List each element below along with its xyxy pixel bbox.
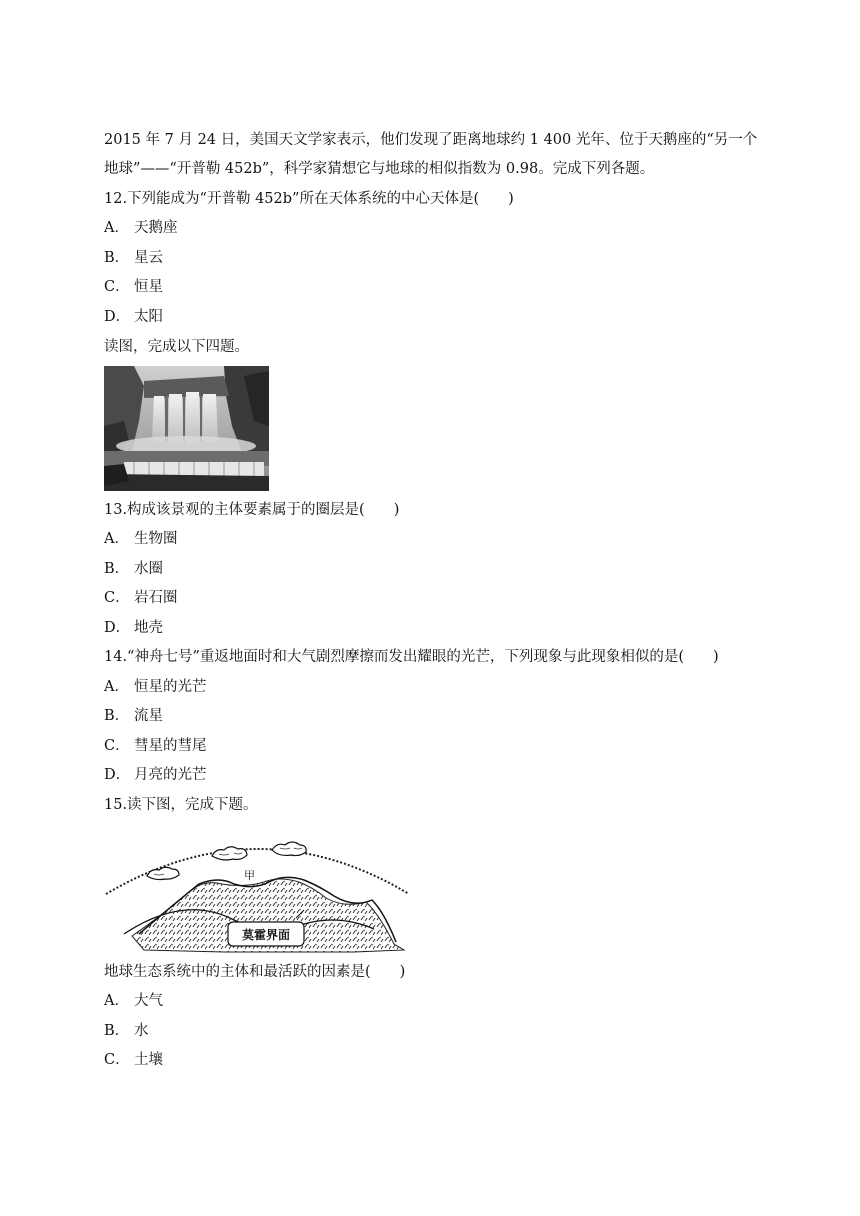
option-letter: B． [104, 561, 130, 577]
q12-option-a [104, 218, 178, 238]
earth-spheres-diagram [104, 824, 414, 954]
question-13-stem: 13.构成该景观的主体要素属于的圈层是( ) [104, 502, 400, 518]
cloud-icon [147, 842, 306, 880]
q15-option-b [104, 1021, 149, 1041]
option-letter: B． [104, 708, 130, 724]
option-text: 地壳 [134, 620, 163, 636]
q13-option-a [104, 529, 178, 549]
option-letter: A． [104, 679, 129, 695]
option-text: 月亮的光芒 [134, 767, 207, 783]
option-text: 太阳 [134, 309, 163, 325]
label-moho-boundary: 莫霍界面 [241, 928, 291, 942]
option-text: 流星 [134, 708, 163, 724]
option-letter: C． [104, 590, 130, 606]
option-letter: A． [104, 531, 129, 547]
intro-line-2: 地球”——“开普勒 452b”，科学家猜想它与地球的相似指数为 0.98。完成下列各题。 [104, 161, 655, 177]
q14-option-d [104, 765, 207, 785]
label-jia: 甲 [244, 869, 255, 882]
option-text: 土壤 [134, 1052, 163, 1068]
option-letter: B． [104, 1023, 130, 1039]
question-14-stem: 14.“神舟七号”重返地面时和大气剧烈摩擦而发出耀眼的光芒，下列现象与此现象相似的是( ) [104, 649, 719, 665]
q12-option-d [104, 307, 163, 327]
intro-line-1: 2015 年 7 月 24 日，美国天文学家表示，他们发现了距离地球约 1 400 光年、位于天鹅座的“另一个 [104, 132, 758, 148]
q15-option-c [104, 1050, 163, 1070]
q13-option-b [104, 559, 163, 579]
q14-option-a [104, 677, 207, 697]
option-text: 大气 [134, 993, 163, 1009]
option-text: 岩石圈 [134, 590, 178, 606]
question-12-stem: 12.下列能成为“开普勒 452b”所在天体系统的中心天体是( ) [104, 191, 514, 207]
option-letter: B． [104, 250, 130, 266]
option-letter: A． [104, 220, 129, 236]
q14-option-b [104, 706, 163, 726]
option-letter: C． [104, 738, 130, 754]
option-text: 恒星的光芒 [134, 679, 207, 695]
option-text: 天鹅座 [134, 220, 178, 236]
option-text: 彗星的彗尾 [134, 738, 207, 754]
question-15-text: 地球生态系统中的主体和最活跃的因素是( ) [104, 964, 406, 980]
option-text: 水圈 [134, 561, 163, 577]
option-text: 恒星 [134, 279, 163, 295]
question-15-stem: 15.读下图，完成下题。 [104, 797, 258, 813]
read-figure-instruction: 读图，完成以下四题。 [104, 339, 249, 355]
option-text: 生物圈 [134, 531, 178, 547]
option-text: 水 [134, 1023, 149, 1039]
option-text: 星云 [134, 250, 163, 266]
q14-option-c [104, 736, 207, 756]
option-letter: D． [104, 620, 131, 636]
option-letter: C． [104, 1052, 130, 1068]
q13-option-c [104, 588, 178, 608]
q12-option-b [104, 248, 163, 268]
option-letter: C． [104, 279, 130, 295]
option-letter: D． [104, 767, 131, 783]
q15-option-a [104, 991, 163, 1011]
option-letter: A． [104, 993, 129, 1009]
q12-option-c [104, 277, 163, 297]
option-letter: D． [104, 309, 131, 325]
q13-option-d [104, 618, 163, 638]
waterfall-photo [104, 366, 269, 491]
